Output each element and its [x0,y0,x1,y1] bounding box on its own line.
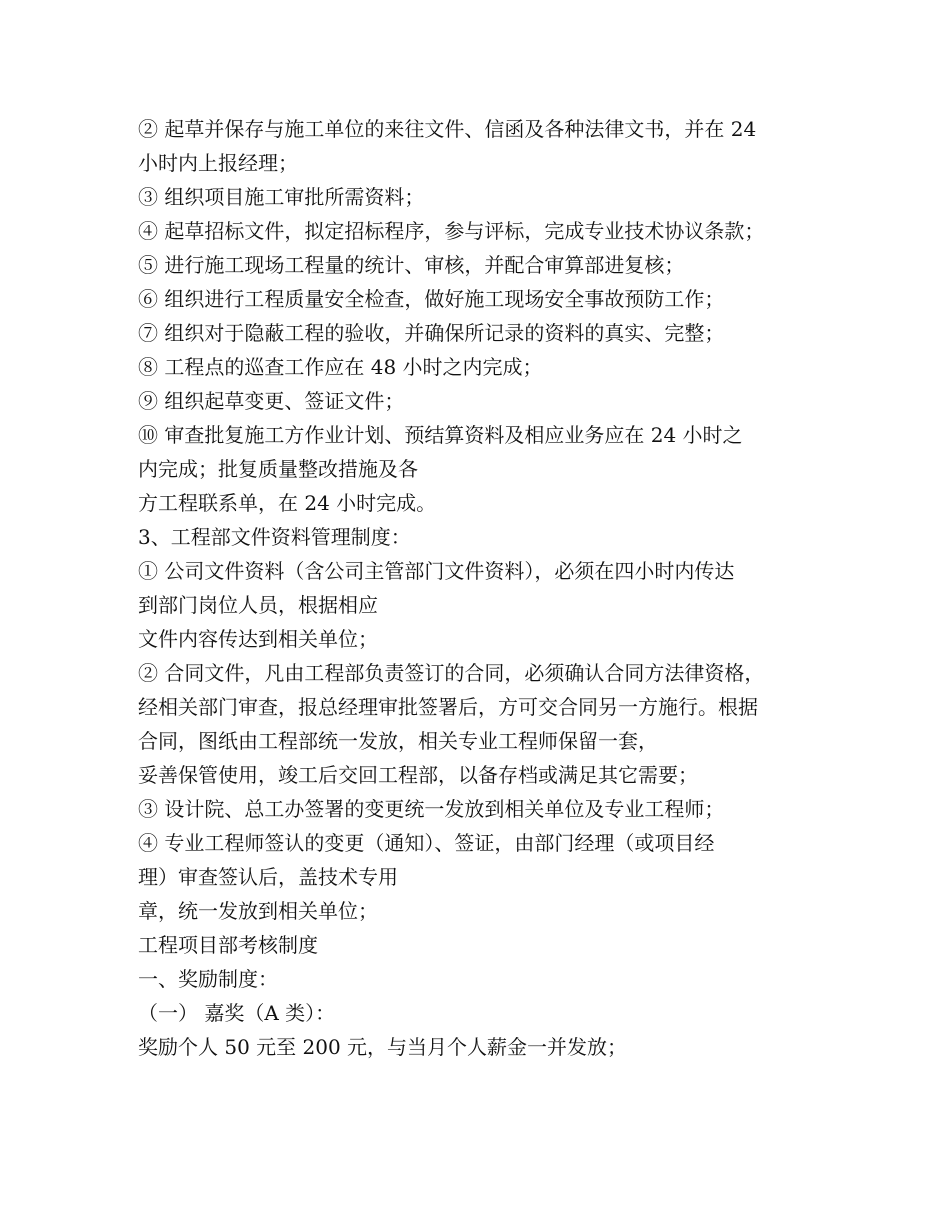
text-line: ⑤ 进行施工现场工程量的统计、审核，并配合审算部进复核； [138,253,685,277]
text-line: ⑧ 工程点的巡查工作应在 48 小时之内完成； [138,355,543,379]
text-line: ④ 起草招标文件，拟定招标程序，参与评标，完成专业技术协议条款； [138,219,765,243]
document-body [138,112,818,1064]
text-line: 方工程联系单，在 24 小时完成。 [138,491,437,515]
text-line: ① 公司文件资料（含公司主管部门文件资料），必须在四小时内传达 [138,559,735,583]
text-line: 理）审查签认后，盖技术专用 [138,865,398,889]
text-line: 章，统一发放到相关单位； [138,899,378,923]
text-line: ② 合同文件，凡由工程部负责签订的合同，必须确认合同方法律资格， [138,661,765,685]
section-heading: 工程项目部考核制度 [138,933,318,957]
text-line: ⑨ 组织起草变更、签证文件； [138,389,405,413]
text-line: 奖励个人 50 元至 200 元，与当月个人薪金一并发放； [138,1035,628,1059]
text-line: 文件内容传达到相关单位； [138,627,378,651]
text-line: 小时内上报经理； [138,151,298,175]
text-line: 经相关部门审查，报总经理审批签署后，方可交合同另一方施行。根据 [138,695,758,719]
section-heading: 一、奖励制度： [138,967,278,991]
text-line: ⑥ 组织进行工程质量安全检查，做好施工现场安全事故预防工作； [138,287,725,311]
text-line: ③ 设计院、总工办签署的变更统一发放到相关单位及专业工程师； [138,797,725,821]
text-line: ④ 专业工程师签认的变更（通知）、签证，由部门经理（或项目经 [138,831,715,855]
text-line: 内完成；批复质量整改措施及各 [138,457,418,481]
section-heading: 3、工程部文件资料管理制度： [138,525,411,549]
text-line: ② 起草并保存与施工单位的来往文件、信函及各种法律文书，并在 24 [138,117,757,141]
subsection-heading: （一） 嘉奖（A 类）： [138,1001,336,1025]
text-line: 合同，图纸由工程部统一发放，相关专业工程师保留一套， [138,729,658,753]
text-line: 到部门岗位人员，根据相应 [138,593,378,617]
text-line: ⑦ 组织对于隐蔽工程的验收，并确保所记录的资料的真实、完整； [138,321,725,345]
text-line: 妥善保管使用，竣工后交回工程部，以备存档或满足其它需要； [138,763,698,787]
text-line: ⑩ 审查批复施工方作业计划、预结算资料及相应业务应在 24 小时之 [138,423,743,447]
text-line: ③ 组织项目施工审批所需资料； [138,185,425,209]
